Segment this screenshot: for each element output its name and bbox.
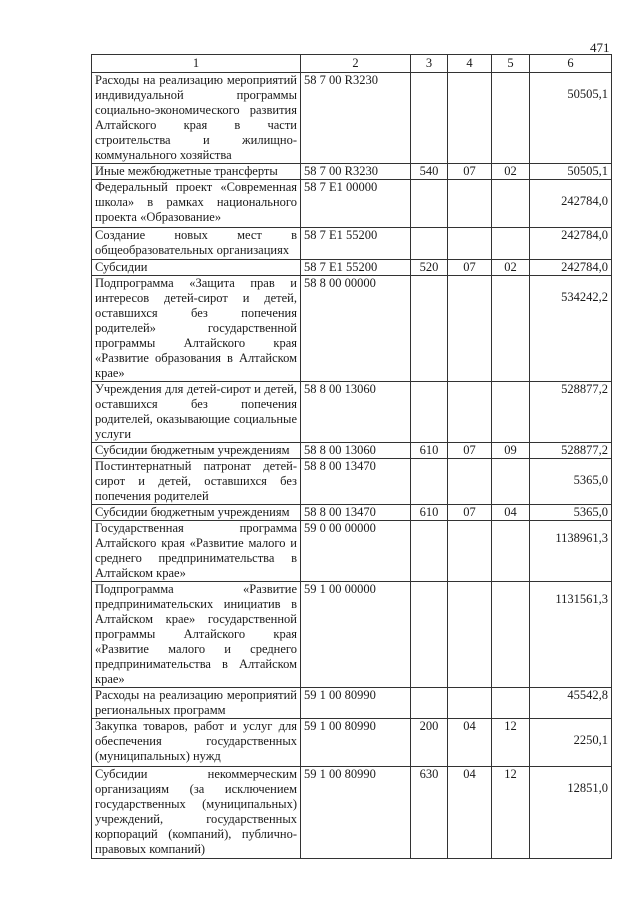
subsection-code: 09 xyxy=(492,443,530,459)
table-row xyxy=(92,688,612,719)
table-row xyxy=(92,164,612,180)
table-row xyxy=(92,260,612,276)
expense-type xyxy=(411,382,448,443)
section-code: 07 xyxy=(448,443,492,459)
amount: 534242,2 xyxy=(530,276,612,382)
column-header: 4 xyxy=(448,55,492,73)
target-code: 58 7 E1 55200 xyxy=(301,260,411,276)
subsection-code xyxy=(492,688,530,719)
table-row xyxy=(92,521,612,582)
expense-type: 520 xyxy=(411,260,448,276)
table-row xyxy=(92,443,612,459)
section-code xyxy=(448,73,492,164)
table-row xyxy=(92,382,612,443)
table-row xyxy=(92,582,612,688)
item-name: Подпрограмма «Защита прав и интересов детей-сирот и детей, оставшихся без попечения родителей» государственной программы Алтайского края «Развитие образования в Алтайском крае» xyxy=(92,276,301,382)
amount: 12851,0 xyxy=(530,767,612,859)
item-name: Учреждения для детей-сирот и детей, оставшихся без попечения родителей, оказывающие социальные услуги xyxy=(92,382,301,443)
table-header-row xyxy=(92,55,612,73)
amount: 5365,0 xyxy=(530,459,612,505)
expense-type xyxy=(411,688,448,719)
item-name: Субсидии xyxy=(92,260,301,276)
expense-type: 630 xyxy=(411,767,448,859)
target-code: 58 8 00 13470 xyxy=(301,459,411,505)
target-code: 59 0 00 00000 xyxy=(301,521,411,582)
section-code: 04 xyxy=(448,767,492,859)
amount: 5365,0 xyxy=(530,505,612,521)
expense-type: 610 xyxy=(411,505,448,521)
subsection-code: 02 xyxy=(492,260,530,276)
subsection-code xyxy=(492,228,530,260)
item-name: Закупка товаров, работ и услуг для обеспечения государственных (муниципальных) нужд xyxy=(92,719,301,767)
target-code: 58 7 E1 00000 xyxy=(301,180,411,228)
target-code: 59 1 00 00000 xyxy=(301,582,411,688)
expense-type xyxy=(411,276,448,382)
table-row xyxy=(92,228,612,260)
subsection-code xyxy=(492,521,530,582)
section-code xyxy=(448,459,492,505)
item-name: Субсидии бюджетным учреждениям xyxy=(92,505,301,521)
expense-type: 200 xyxy=(411,719,448,767)
amount: 45542,8 xyxy=(530,688,612,719)
target-code: 58 8 00 13060 xyxy=(301,443,411,459)
amount: 1138961,3 xyxy=(530,521,612,582)
item-name: Субсидии некоммерческим организациям (за исключением государственных (муниципальных) учреждений, государственных корпораций (компаний), публично-правовых компаний) xyxy=(92,767,301,859)
item-name: Постинтернатный патронат детей-сирот и детей, оставшихся без попечения родителей xyxy=(92,459,301,505)
amount: 50505,1 xyxy=(530,164,612,180)
subsection-code: 02 xyxy=(492,164,530,180)
table-row xyxy=(92,73,612,164)
subsection-code xyxy=(492,73,530,164)
target-code: 59 1 00 80990 xyxy=(301,767,411,859)
target-code: 58 8 00 13060 xyxy=(301,382,411,443)
amount: 50505,1 xyxy=(530,73,612,164)
amount: 242784,0 xyxy=(530,228,612,260)
table-row xyxy=(92,719,612,767)
amount: 242784,0 xyxy=(530,260,612,276)
table-row xyxy=(92,459,612,505)
subsection-code: 12 xyxy=(492,767,530,859)
expense-type xyxy=(411,228,448,260)
expense-type: 540 xyxy=(411,164,448,180)
amount: 528877,2 xyxy=(530,382,612,443)
amount: 528877,2 xyxy=(530,443,612,459)
table-row xyxy=(92,180,612,228)
expense-type xyxy=(411,459,448,505)
section-code: 07 xyxy=(448,505,492,521)
budget-table xyxy=(91,54,612,859)
column-header: 2 xyxy=(301,55,411,73)
expense-type: 610 xyxy=(411,443,448,459)
section-code xyxy=(448,276,492,382)
amount: 242784,0 xyxy=(530,180,612,228)
subsection-code xyxy=(492,459,530,505)
target-code: 59 1 00 80990 xyxy=(301,688,411,719)
amount: 2250,1 xyxy=(530,719,612,767)
expense-type xyxy=(411,73,448,164)
column-header: 3 xyxy=(411,55,448,73)
item-name: Подпрограмма «Развитие предпринимательских инициатив в Алтайском крае» государственной программы Алтайского края «Развитие малого и среднего предпринимательства в Алтайском крае» xyxy=(92,582,301,688)
table-row xyxy=(92,767,612,859)
subsection-code xyxy=(492,180,530,228)
item-name: Государственная программа Алтайского края «Развитие малого и среднего предпринимательства в Алтайском крае» xyxy=(92,521,301,582)
column-header: 6 xyxy=(530,55,612,73)
item-name: Федеральный проект «Современная школа» в рамках национального проекта «Образование» xyxy=(92,180,301,228)
section-code: 07 xyxy=(448,164,492,180)
item-name: Субсидии бюджетным учреждениям xyxy=(92,443,301,459)
column-header: 5 xyxy=(492,55,530,73)
item-name: Иные межбюджетные трансферты xyxy=(92,164,301,180)
target-code: 58 7 E1 55200 xyxy=(301,228,411,260)
section-code xyxy=(448,180,492,228)
column-header: 1 xyxy=(92,55,301,73)
amount: 1131561,3 xyxy=(530,582,612,688)
table-row xyxy=(92,505,612,521)
section-code xyxy=(448,521,492,582)
section-code: 07 xyxy=(448,260,492,276)
item-name: Расходы на реализацию мероприятий индивидуальной программы социально-экономического развития Алтайского края в части строительства и жилищно-коммунального хозяйства xyxy=(92,73,301,164)
target-code: 59 1 00 80990 xyxy=(301,719,411,767)
target-code: 58 8 00 13470 xyxy=(301,505,411,521)
table-row xyxy=(92,276,612,382)
section-code: 04 xyxy=(448,719,492,767)
section-code xyxy=(448,688,492,719)
item-name: Создание новых мест в общеобразовательных организациях xyxy=(92,228,301,260)
expense-type xyxy=(411,582,448,688)
section-code xyxy=(448,582,492,688)
subsection-code: 12 xyxy=(492,719,530,767)
subsection-code xyxy=(492,382,530,443)
subsection-code: 04 xyxy=(492,505,530,521)
section-code xyxy=(448,382,492,443)
expense-type xyxy=(411,180,448,228)
expense-type xyxy=(411,521,448,582)
target-code: 58 8 00 00000 xyxy=(301,276,411,382)
section-code xyxy=(448,228,492,260)
page-number: 471 xyxy=(590,40,610,55)
target-code: 58 7 00 R3230 xyxy=(301,73,411,164)
item-name: Расходы на реализацию мероприятий региональных программ xyxy=(92,688,301,719)
subsection-code xyxy=(492,582,530,688)
target-code: 58 7 00 R3230 xyxy=(301,164,411,180)
subsection-code xyxy=(492,276,530,382)
